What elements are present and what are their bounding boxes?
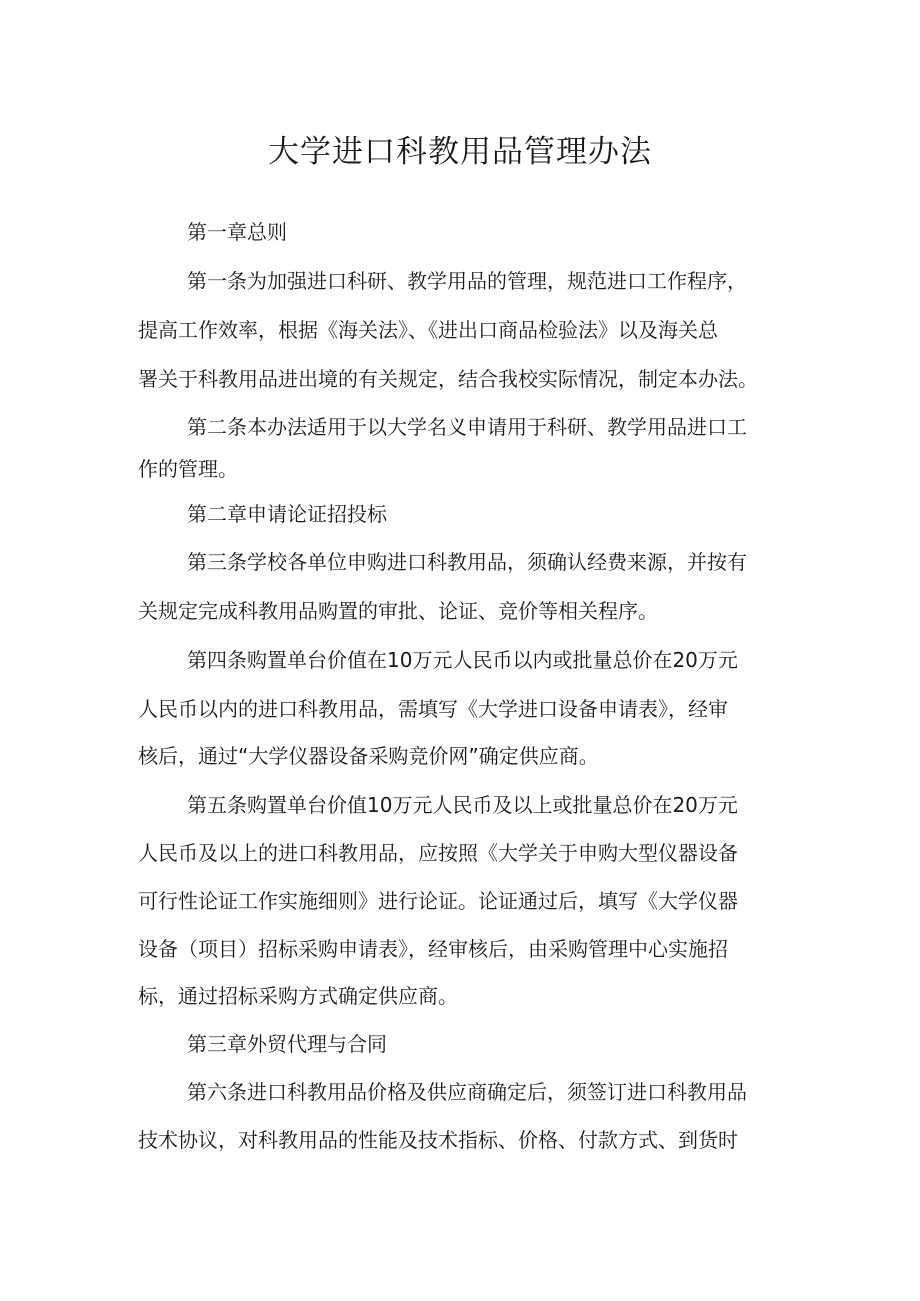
article-1-line-1: 第一条为加强进口科研、教学用品的管理，规范进口工作程序， <box>187 269 747 293</box>
article-5-line-3: 可行性论证工作实施细则》进行论证。论证通过后，填写《大学仪器 <box>138 889 738 913</box>
article-4-line-3: 核后，通过“大学仪器设备采购竞价网”确定供应商。 <box>138 744 599 768</box>
article-5-line-2: 人民币及以上的进口科教用品，应按照《大学关于申购大型仪器设备 <box>138 841 738 865</box>
chapter-1-heading: 第一章总则 <box>187 220 287 244</box>
article-3-line-1: 第三条学校各单位申购进口科教用品，须确认经费来源，并按有 <box>187 550 747 574</box>
article-1-line-2: 提高工作效率，根据《海关法》、《进出口商品检验法》以及海关总 <box>138 318 718 342</box>
article-5-line-1: 第五条购置单台价值10万元人民币及以上或批量总价在20万元 <box>187 793 738 817</box>
article-5-line-4: 设备（项目）招标采购申请表》，经审核后，由采购管理中心实施招 <box>138 937 728 961</box>
chapter-3-heading: 第三章外贸代理与合同 <box>187 1032 387 1056</box>
article-1-line-3: 署关于科教用品进出境的有关规定，结合我校实际情况，制定本办法。 <box>138 367 758 391</box>
article-5-line-5: 标，通过招标采购方式确定供应商。 <box>138 984 458 1008</box>
article-2-line-2: 作的管理。 <box>138 457 238 481</box>
chapter-2-heading: 第二章申请论证招投标 <box>187 502 387 526</box>
document-title: 大学进口科教用品管理办法 <box>268 134 652 170</box>
article-4-line-1: 第四条购置单台价值在10万元人民币以内或批量总价在20万元 <box>187 648 738 672</box>
article-2-line-1: 第二条本办法适用于以大学名义申请用于科研、教学用品进口工 <box>187 415 747 439</box>
article-6-line-1: 第六条进口科教用品价格及供应商确定后，须签订进口科教用品 <box>187 1080 747 1104</box>
article-3-line-2: 关规定完成科教用品购置的审批、论证、竞价等相关程序。 <box>138 599 658 623</box>
article-6-line-2: 技术协议，对科教用品的性能及技术指标、价格、付款方式、到货时 <box>138 1128 738 1152</box>
article-4-line-2: 人民币以内的进口科教用品，需填写《大学进口设备申请表》，经审 <box>138 697 728 721</box>
